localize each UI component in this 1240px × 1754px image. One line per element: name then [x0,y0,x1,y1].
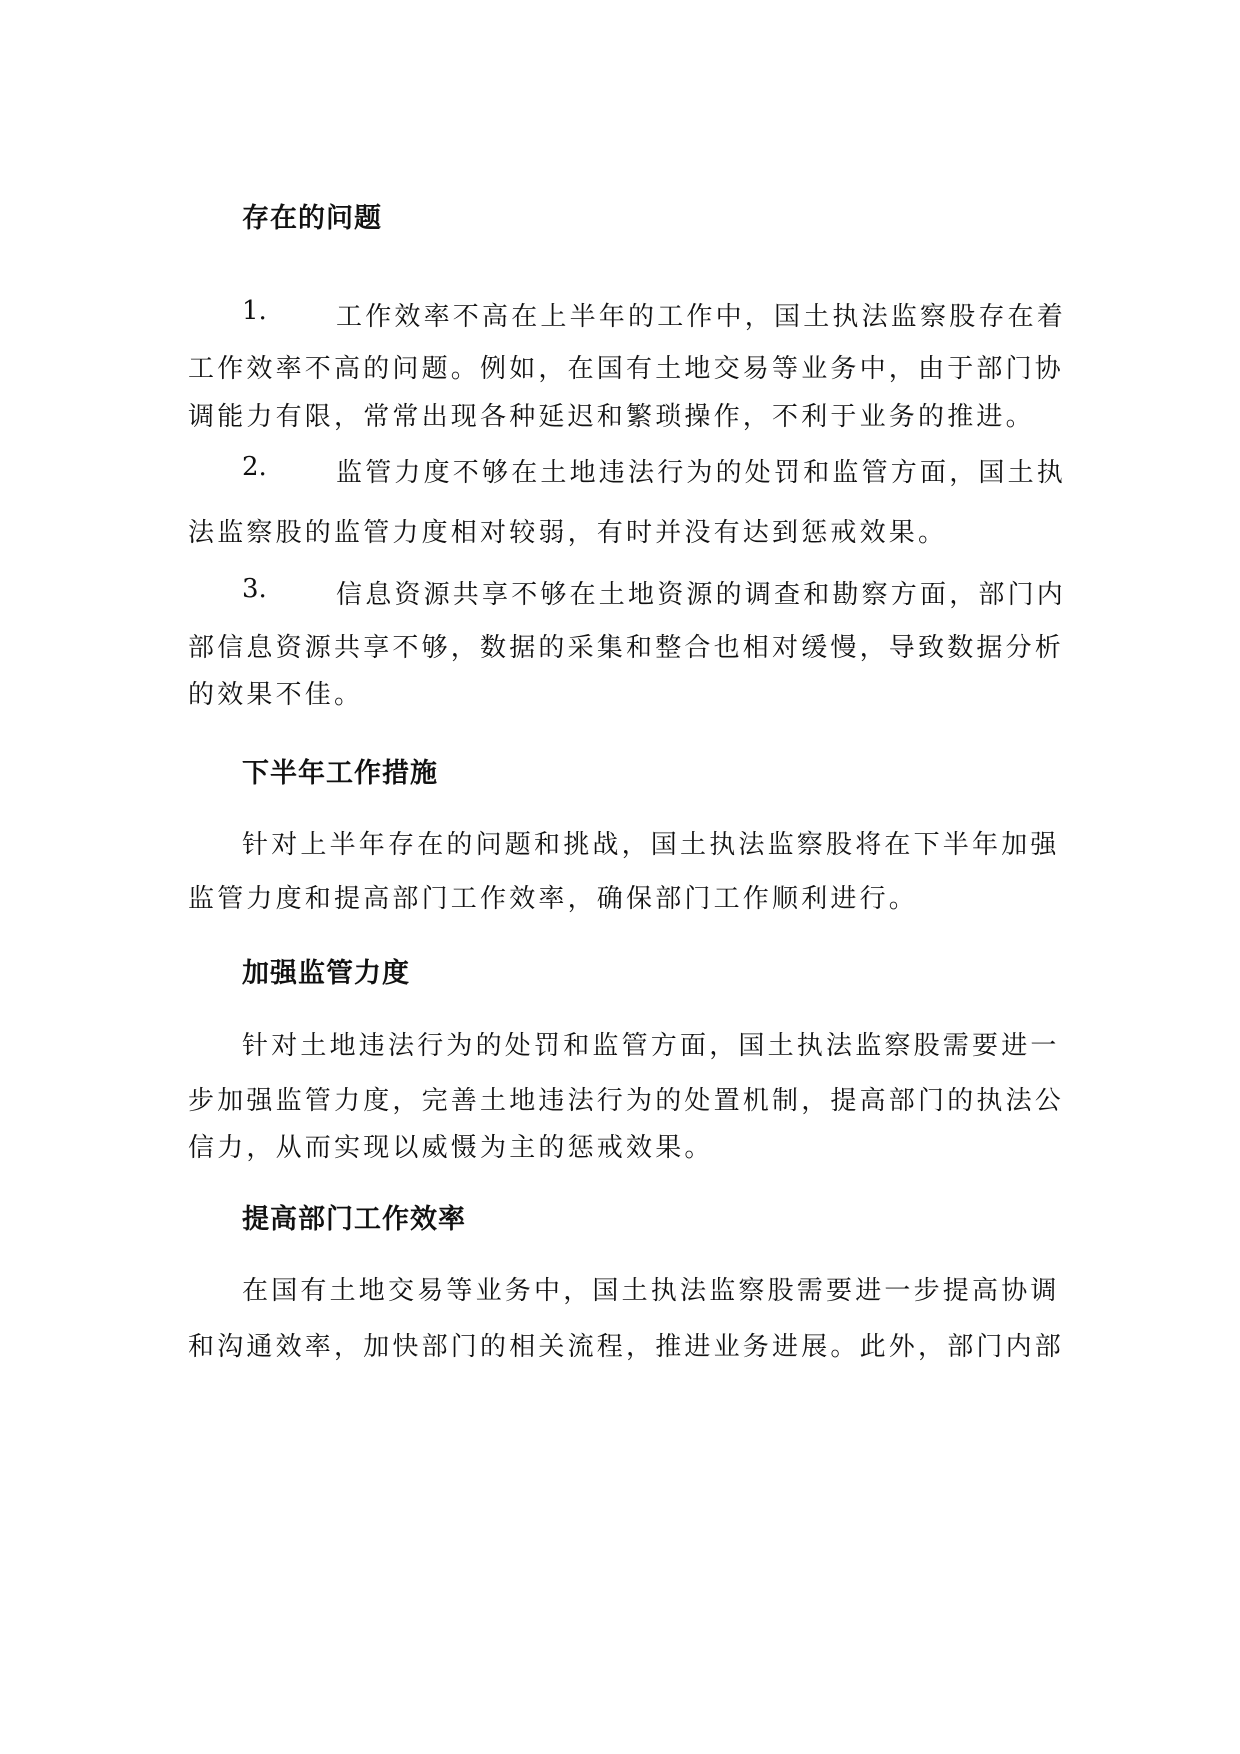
paragraph-line: 在国有土地交易等业务中，国土执法监察股需要进一步提高协调 [242,1276,1060,1306]
paragraph-line: 法监察股的监管力度相对较弱，有时并没有达到惩戒效果。 [188,518,948,548]
paragraph-line: 调能力有限，常常出现各种延迟和繁琐操作，不利于业务的推进。 [188,402,1035,432]
paragraph-line: 针对上半年存在的问题和挑战，国土执法监察股将在下半年加强 [242,830,1060,860]
paragraph-line: 信息资源共享不够在土地资源的调查和勘察方面，部门内 [336,580,1067,610]
paragraph-line: 工作效率不高在上半年的工作中，国土执法监察股存在着 [336,302,1067,332]
section-heading-problems: 存在的问题 [242,203,382,234]
paragraph-line: 监管力度不够在土地违法行为的处罚和监管方面，国土执 [336,458,1067,488]
paragraph-line: 工作效率不高的问题。例如，在国有土地交易等业务中，由于部门协 [188,354,1065,384]
section-heading-supervision: 加强监管力度 [242,958,410,989]
paragraph-line: 监管力度和提高部门工作效率，确保部门工作顺利进行。 [188,884,919,914]
section-heading-measures: 下半年工作措施 [242,758,438,789]
paragraph-line: 步加强监管力度，完善土地违法行为的处置机制，提高部门的执法公 [188,1086,1065,1116]
paragraph-line: 信力，从而实现以威慑为主的惩戒效果。 [188,1133,714,1163]
paragraph-line: 和沟通效率，加快部门的相关流程，推进业务进展。此外，部门内部 [188,1332,1065,1362]
list-item-number: 3. [242,574,267,604]
section-heading-efficiency: 提高部门工作效率 [242,1204,466,1235]
paragraph-line: 针对土地违法行为的处罚和监管方面，国土执法监察股需要进一 [242,1031,1060,1061]
list-item-number: 2. [242,452,267,482]
list-item-number: 1. [242,296,267,326]
paragraph-line: 的效果不佳。 [188,680,364,710]
paragraph-line: 部信息资源共享不够，数据的采集和整合也相对缓慢，导致数据分析 [188,633,1065,663]
